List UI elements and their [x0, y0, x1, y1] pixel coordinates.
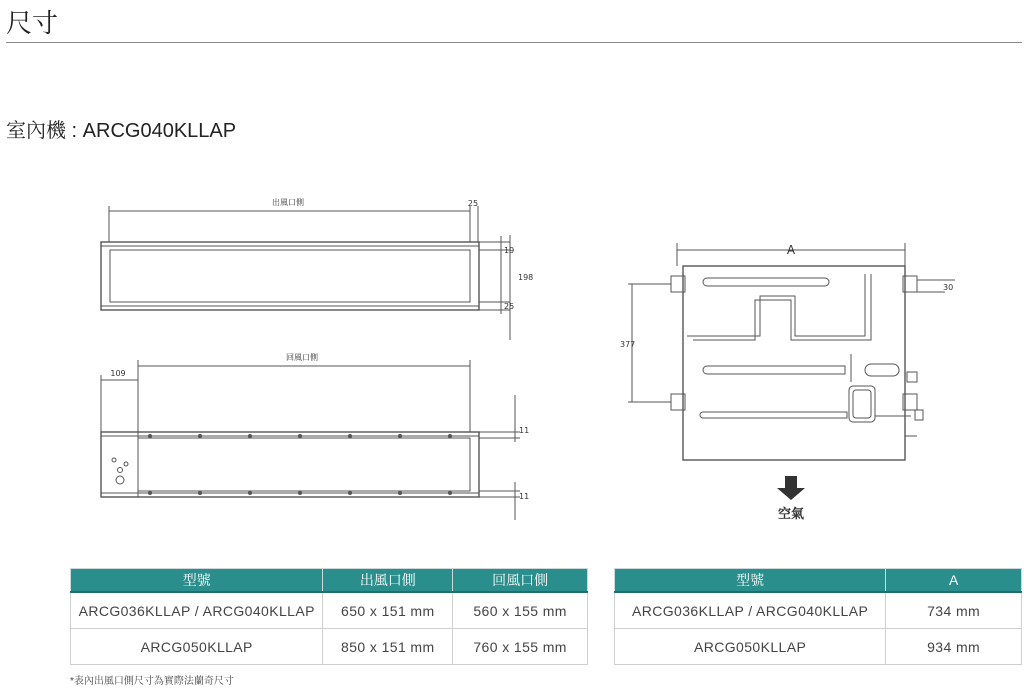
outlet-side-drawing	[90, 190, 540, 520]
outlet-return-size-table	[70, 568, 588, 665]
column-header: A	[886, 569, 1022, 593]
model-cell: ARCG050KLLAP	[615, 629, 886, 665]
outlet-size-cell: 850 x 151 mm	[323, 629, 453, 665]
dimension-a-cell: 934 mm	[886, 629, 1022, 665]
airflow-arrow-icon	[777, 476, 805, 500]
column-header: 型號	[71, 569, 323, 593]
outlet-size-cell: 650 x 151 mm	[323, 592, 453, 629]
dim-198: 198	[518, 273, 534, 282]
front-view-drawing	[615, 236, 965, 526]
dim-30: 30	[943, 283, 954, 292]
return-side-label: 回風口側	[286, 353, 318, 362]
table-row	[71, 592, 588, 629]
dim-377: 377	[620, 340, 636, 349]
table-row	[615, 592, 1022, 629]
dim-109: 109	[110, 369, 126, 378]
title-divider	[6, 42, 1022, 43]
column-header: 型號	[615, 569, 886, 593]
dim-11-lower: 11	[519, 492, 530, 501]
column-header: 出風口側	[323, 569, 453, 593]
dim-11-upper: 11	[519, 426, 530, 435]
model-cell: ARCG036KLLAP / ARCG040KLLAP	[615, 592, 886, 629]
table-row	[615, 629, 1022, 665]
dimension-a-table	[614, 568, 1022, 665]
return-size-cell: 560 x 155 mm	[453, 592, 588, 629]
airflow-label: 空氣	[777, 507, 805, 522]
dim-19: 19	[504, 246, 515, 255]
footnote: *表內出風口側尺寸為實際法蘭奇尺寸	[70, 676, 234, 687]
dim-25-top: 25	[467, 199, 479, 208]
model-cell: ARCG050KLLAP	[71, 629, 323, 665]
dim-25-right: 25	[504, 302, 515, 311]
dim-A: A	[786, 243, 796, 257]
dimension-a-cell: 734 mm	[886, 592, 1022, 629]
page-title: 尺寸	[6, 8, 59, 38]
table-row	[71, 629, 588, 665]
return-size-cell: 760 x 155 mm	[453, 629, 588, 665]
unit-heading: 室內機 : ARCG040KLLAP	[6, 120, 237, 142]
outlet-side-label: 出風口側	[272, 198, 304, 207]
model-cell: ARCG036KLLAP / ARCG040KLLAP	[71, 592, 323, 629]
column-header: 回風口側	[453, 569, 588, 593]
